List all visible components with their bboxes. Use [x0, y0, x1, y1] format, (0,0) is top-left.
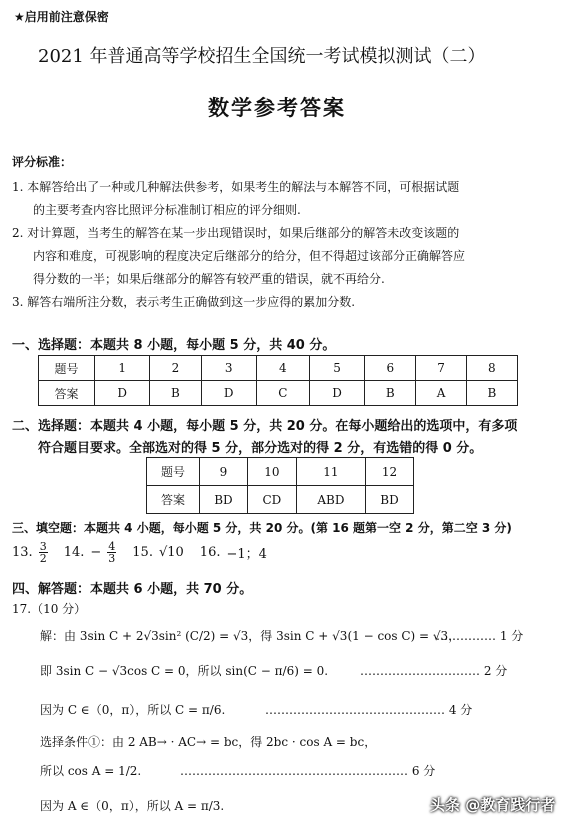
q14-numerator: 4 — [108, 540, 116, 553]
table-cell: B — [365, 381, 416, 406]
table-cell: 3 — [201, 356, 256, 381]
solution-line: 即 3sin C − √3cos C = 0，所以 sin(C − π/6) = 0. — [40, 664, 329, 678]
table-cell: 11 — [296, 458, 365, 486]
watermark — [430, 786, 569, 823]
table-cell: CD — [247, 486, 296, 514]
table-cell: 9 — [200, 458, 248, 486]
grading-item: 得分数的一半；如果后继部分的解答有较严重的错误，就不再给分. — [33, 272, 385, 286]
solution-line: 因为 A ∈（0，π），所以 A = π/3. — [40, 799, 225, 813]
table-cell: D — [201, 381, 256, 406]
section1-heading: 一、选择题：本题共 8 小题，每小题 5 分，共 40 分。 — [12, 338, 336, 353]
table-cell: C — [256, 381, 309, 406]
table-cell: 10 — [247, 458, 296, 486]
table-cell: 4 — [256, 356, 309, 381]
solution-score: ………………………………………………… 6 分 — [180, 764, 436, 778]
table-cell: BD — [200, 486, 248, 514]
table-cell: 8 — [466, 356, 517, 381]
table-cell: B — [466, 381, 517, 406]
section4-heading: 四、解答题：本题共 6 小题，共 70 分。 — [12, 582, 253, 597]
q15-answer: √10 — [158, 545, 184, 560]
grading-heading: 评分标准： — [12, 155, 73, 169]
grading-item: 3. 解答右端所注分数，表示考生正确做到这一步应得的累加分数. — [12, 295, 356, 309]
doc-title: 数学参考答案 — [208, 96, 346, 120]
q14-denominator: 3 — [108, 552, 116, 565]
q16-label: 16. — [199, 545, 221, 560]
table-header-question: 题号 — [147, 458, 200, 486]
solution-line: 所以 cos A = 1/2. — [40, 764, 142, 778]
table-header-answer: 答案 — [39, 381, 95, 406]
watermark-text: 头条 @教育践行者 — [430, 796, 556, 814]
q13-denominator: 2 — [39, 552, 47, 565]
table-cell: 2 — [150, 356, 201, 381]
q15-label: 15. — [132, 545, 153, 560]
table-cell: 7 — [416, 356, 466, 381]
section3-heading: 三、填空题：本题共 4 小题，每小题 5 分，共 20 分。(第 16 题第一空 2 分，第二空 3 分) — [12, 521, 512, 535]
q17-heading: 17.（10 分） — [12, 602, 87, 616]
section2-heading-line1: 二、选择题：本题共 4 小题，每小题 5 分，共 20 分。在每小题给出的选项中，有多项 — [12, 419, 518, 434]
table-cell: BD — [366, 486, 414, 514]
solution-line: 解：由 3sin C + 2√3sin² (C/2) = √3，得 3sin C + √3(1 − cos C) = √3， — [40, 629, 461, 643]
grading-item: 2. 对计算题，当考生的解答在某一步出现错误时，如果后继部分的解答未改变该题的 — [12, 226, 460, 240]
q14-sign: − — [90, 545, 102, 560]
table-cell: D — [309, 381, 364, 406]
solution-score: ………………………… 2 分 — [360, 664, 508, 678]
q13-fraction — [39, 541, 48, 564]
q16-answer: −1；4 — [226, 547, 267, 562]
q13-label: 13. — [12, 545, 33, 560]
grading-item: 1. 本解答给出了一种或几种解法供参考，如果考生的解法与本解答不同，可根据试题 — [12, 180, 460, 194]
section3-answers — [12, 541, 267, 564]
q14-fraction — [107, 541, 116, 564]
solution-line: 因为 C ∈（0，π），所以 C = π/6. — [40, 703, 226, 717]
confidential-label: ★启用前注意保密 — [14, 10, 109, 24]
section2-heading-line2: 符合题目要求。全部选对的得 5 分，部分选对的得 2 分，有选错的得 0 分。 — [38, 441, 483, 456]
table-header-question: 题号 — [39, 356, 95, 381]
solution-score: ……………………………………… 4 分 — [265, 703, 473, 717]
section1-answer-table — [38, 355, 518, 406]
q13-numerator: 3 — [39, 540, 47, 553]
solution-score: …………… 1 分 — [436, 629, 524, 643]
table-cell: 12 — [366, 458, 414, 486]
section2-answer-table — [146, 457, 414, 514]
grading-item: 的主要考查内容比照评分标准制订相应的评分细则. — [33, 203, 301, 217]
table-header-answer: 答案 — [147, 486, 200, 514]
table-cell: 5 — [309, 356, 364, 381]
table-cell: 1 — [95, 356, 150, 381]
q14-label: 14. — [63, 545, 85, 560]
table-cell: D — [95, 381, 150, 406]
table-cell: 6 — [365, 356, 416, 381]
table-cell: A — [416, 381, 466, 406]
solution-line: 选择条件①：由 2 AB→ · AC→ = bc，得 2bc · cos A = bc， — [40, 735, 377, 749]
table-cell: ABD — [296, 486, 365, 514]
table-cell: B — [150, 381, 201, 406]
exam-title: 2021 年普通高等学校招生全国统一考试模拟测试（二） — [38, 46, 486, 67]
grading-item: 内容和难度，可视影响的程度决定后继部分的给分，但不得超过该部分正确解答应 — [33, 249, 466, 263]
